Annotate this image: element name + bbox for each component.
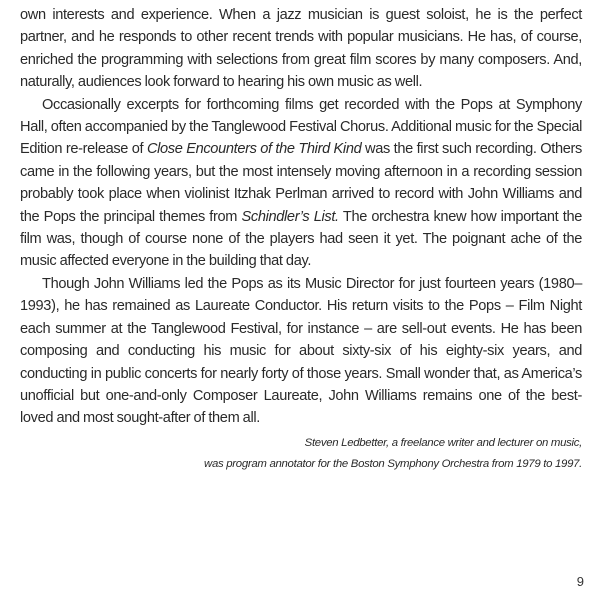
film-title-schindlers-list: Schindler’s List. [241,208,339,225]
paragraph-2-text-a: Occasionally excerpts for forthcoming films get recorded with the Pops at Symphony Hall, often accompanied by the Tanglewood Festival Chorus. Additional music for the Special Edition re-release of [20,96,582,158]
paragraph-1: own interests and experience. When a jazz musician is guest soloist, he is the perfect partner, and he responds to other recent trends with popular musicians. He has, of course, enriched the programming with selections from great film scores by many composers. And, naturally, audiences look forward to hearing his own music as well. [20,7,582,91]
paragraph-2-text-b: was the first such recording. Others came in the following years, but the most intensely moving afternoon in a recording session probably took place when violinist Itzhak Perlman arrived to record with John Williams and the Pops the principal themes from [20,141,582,225]
paragraph-2-text-c: The orchestra knew how important the film was, though of course none of the players had seen it yet. The poignant ache of the music affected everyone in the building that day. [20,208,582,270]
article-body [20,4,582,476]
paragraph-3: Though John Williams led the Pops as its Music Director for just fourteen years (1980–1993), he has remained as Laureate Conductor. His return visits to the Pops – Film Night each summer at the Tanglewood Festival, for instance – are sell-out events. He has been composing and conducting his music for about sixty-six of his eighty-six years, and conducting in public concerts for nearly forty of those years. Small wonder that, as America’s unofficial but one-and-only Composer Laureate, John Williams remains one of the best-loved and most sought-after of them all. [20,275,582,427]
author-credit [20,433,582,476]
page-number: 9 [576,574,584,589]
author-credit-line-2: was program annotator for the Boston Symphony Orchestra from 1979 to 1997. [204,458,582,471]
paragraph-2 [20,94,582,273]
author-credit-line-1: Steven Ledbetter, a freelance writer and lecturer on music, [304,436,582,449]
film-title-close-encounters: Close Encounters of the Third Kind [146,141,362,158]
